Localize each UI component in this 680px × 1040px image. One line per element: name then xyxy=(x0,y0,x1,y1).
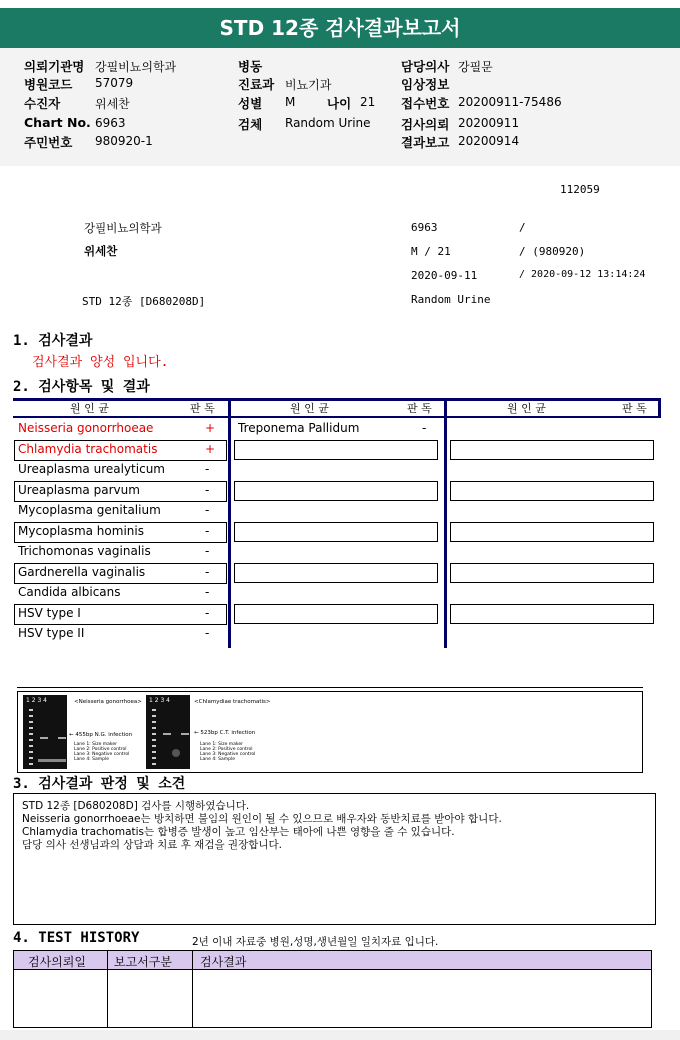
organism-result: - xyxy=(205,503,210,517)
gel-image-ng: 1 2 3 4 xyxy=(23,695,67,769)
gel-image-ct: 1 2 3 4 xyxy=(146,695,190,769)
report-code: 112059 xyxy=(560,183,600,196)
opinion-line: Neisseria gonorrhoeae는 방치하면 불임의 원인이 될 수 있으므로 배우자와 동반치료를 받아야 합니다. xyxy=(22,813,502,825)
summary-slash: / xyxy=(519,221,526,234)
organism-name: Mycoplasma genitalium xyxy=(18,503,161,517)
gel-left-legend-line: Lane 4: Sample xyxy=(74,757,109,762)
section4-title: 4. TEST HISTORY xyxy=(13,930,140,946)
header-right-value-3: 20200911 xyxy=(458,116,520,130)
opinion-line: STD 12종 [D680208D] 검사를 시행하였습니다. xyxy=(22,800,250,812)
organism-name: Treponema Pallidum xyxy=(238,421,360,435)
gel-left-legend-line: Lane 3: Negative control xyxy=(74,752,130,757)
summary-sex-age: M / 21 xyxy=(411,245,451,258)
header-right-value-0: 강필문 xyxy=(458,60,493,74)
header-mid-label-0: 병동 xyxy=(238,59,263,74)
header-left-label-4: 주민번호 xyxy=(24,135,73,150)
gel-right-legend-line: Lane 1: Size maker xyxy=(200,742,243,747)
col1-judgment-header: 판 독 xyxy=(190,402,215,415)
organism-name: HSV type I xyxy=(18,605,81,620)
section1-result: 검사결과 양성 입니다. xyxy=(32,355,169,370)
opinion-line: 담당 의사 선생님과의 상담과 치료 후 재검을 권장합니다. xyxy=(22,839,282,851)
col2-organism-header: 원 인 균 xyxy=(290,402,329,415)
empty-result-box xyxy=(234,440,438,460)
organism-name: Chlamydia trachomatis xyxy=(18,441,158,456)
age-value: 21 xyxy=(360,95,376,109)
history-header-row xyxy=(14,951,651,970)
gel-left-legend-line: Lane 1: Size maker xyxy=(74,742,117,747)
gel-right-legend-line: Lane 4: Sample xyxy=(200,757,235,762)
header-right-label-3: 검사의뢰 xyxy=(401,117,450,132)
summary-specimen: Random Urine xyxy=(411,293,491,306)
organism-name: HSV type II xyxy=(18,626,85,640)
header-left-value-4: 980920-1 xyxy=(95,134,153,148)
history-col-result: 검사결과 xyxy=(200,955,247,969)
header-right-label-2: 접수번호 xyxy=(401,96,450,111)
history-col-date: 검사의뢰일 xyxy=(28,955,86,969)
header-left-value-2: 위세찬 xyxy=(95,97,130,111)
organism-result: - xyxy=(205,605,210,620)
opinion-box xyxy=(13,793,656,925)
header-mid-value-3: Random Urine xyxy=(285,116,371,130)
organism-result: - xyxy=(422,421,427,435)
organism-name: Candida albicans xyxy=(18,585,121,599)
gel-ct-band: ← 523bp C.T. infection xyxy=(194,730,256,736)
summary-date-received: 2020-09-11 xyxy=(411,269,478,282)
header-right-label-0: 담당의사 xyxy=(401,59,450,74)
header-mid-label-3: 검체 xyxy=(238,117,263,132)
report-title: STD 12종 검사결과보고서 xyxy=(0,8,680,48)
gel-left-legend-line: Lane 2: Positive control xyxy=(74,747,127,752)
organism-name: Neisseria gonorrhoeae xyxy=(18,421,154,435)
summary-patient: 위세찬 xyxy=(84,244,118,258)
empty-result-box xyxy=(450,481,654,501)
gel-right-legend-line: Lane 2: Positive control xyxy=(200,747,253,752)
organism-name: Ureaplasma parvum xyxy=(18,482,140,497)
organism-result: - xyxy=(205,482,210,497)
header-left-label-1: 병원코드 xyxy=(24,77,73,92)
opinion-line: Chlamydia trachomatis는 합병증 발생이 높고 임산부는 태아에 나쁜 영향을 줄 수 있습니다. xyxy=(22,826,455,838)
header-right-value-2: 20200911-75486 xyxy=(458,95,562,109)
col3-organism-header: 원 인 균 xyxy=(507,402,546,415)
header-mid-label-1: 진료과 xyxy=(238,77,275,92)
summary-birth: / (980920) xyxy=(519,245,586,258)
organism-name: Gardnerella vaginalis xyxy=(18,564,146,579)
header-right-value-4: 20200914 xyxy=(458,134,520,148)
gel-panel xyxy=(17,691,643,773)
history-note: 2년 이내 자료중 병원,성명,생년월일 일치자료 입니다. xyxy=(192,936,439,948)
gel-ct-title: <Chlamydiae trachomatis> xyxy=(194,699,271,705)
header-left-label-0: 의뢰기관명 xyxy=(24,59,85,74)
test-history-table xyxy=(13,950,652,1028)
section2-title: 2. 검사항목 및 결과 xyxy=(13,379,150,395)
gel-right-legend-line: Lane 3: Negative control xyxy=(200,752,256,757)
gel-top-rule xyxy=(17,687,643,688)
history-col-type: 보고서구분 xyxy=(114,955,172,969)
summary-clinic: 강필비뇨의학과 xyxy=(84,221,162,235)
empty-result-box xyxy=(450,440,654,460)
header-right-label-1: 임상정보 xyxy=(401,77,450,92)
organism-result: - xyxy=(205,544,210,558)
empty-result-box xyxy=(234,604,438,624)
organism-result: - xyxy=(205,585,210,599)
gel-ct-legend xyxy=(200,742,255,762)
header-mid-value-1: 비뇨기과 xyxy=(285,78,332,92)
organism-result: - xyxy=(205,462,210,476)
col1-organism-header: 원 인 균 xyxy=(70,402,109,415)
empty-result-box xyxy=(234,563,438,583)
results-column-divider-1 xyxy=(228,398,231,648)
header-left-value-3: 6963 xyxy=(95,116,126,130)
empty-result-box xyxy=(450,563,654,583)
summary-date-reported: / 2020-09-12 13:14:24 xyxy=(519,269,646,280)
header-left-label-2: 수진자 xyxy=(24,96,61,111)
organism-result: + xyxy=(205,441,216,456)
summary-chart: 6963 xyxy=(411,221,438,234)
organism-name: Trichomonas vaginalis xyxy=(18,544,151,558)
results-column-divider-2 xyxy=(444,398,447,648)
header-mid-label-2: 성별 xyxy=(238,96,263,111)
gel-ng-title: <Neisseria gonorrhoea> xyxy=(74,699,142,705)
section1-title: 1. 검사결과 xyxy=(13,333,93,349)
summary-test: STD 12종 [D680208D] xyxy=(82,295,206,308)
page-bottom-margin xyxy=(0,1030,680,1040)
empty-result-box xyxy=(450,604,654,624)
results-column-divider-3 xyxy=(658,398,661,418)
gel-ng-legend xyxy=(74,742,129,762)
header-mid-value-2: M xyxy=(285,95,296,109)
header-left-value-1: 57079 xyxy=(95,76,134,90)
empty-result-box xyxy=(450,522,654,542)
header-right-label-4: 결과보고 xyxy=(401,135,450,150)
header-left-value-0: 강필비뇨의학과 xyxy=(95,60,177,74)
patient-header xyxy=(0,48,680,166)
header-left-label-3: Chart No. xyxy=(24,115,91,130)
organism-result: - xyxy=(205,626,210,640)
col2-judgment-header: 판 독 xyxy=(407,402,432,415)
organism-result: - xyxy=(205,564,210,579)
organism-name: Mycoplasma hominis xyxy=(18,523,144,538)
col3-judgment-header: 판 독 xyxy=(622,402,647,415)
section3-title: 3. 검사결과 판정 및 소견 xyxy=(13,776,186,792)
gel-ng-band: ← 455bp N.G. infection xyxy=(69,732,133,738)
organism-result: - xyxy=(205,523,210,538)
organism-result: + xyxy=(205,421,216,435)
age-label: 나이 xyxy=(327,96,352,111)
organism-name: Ureaplasma urealyticum xyxy=(18,462,165,476)
results-table-top-border xyxy=(13,398,661,401)
empty-result-box xyxy=(234,522,438,542)
empty-result-box xyxy=(234,481,438,501)
